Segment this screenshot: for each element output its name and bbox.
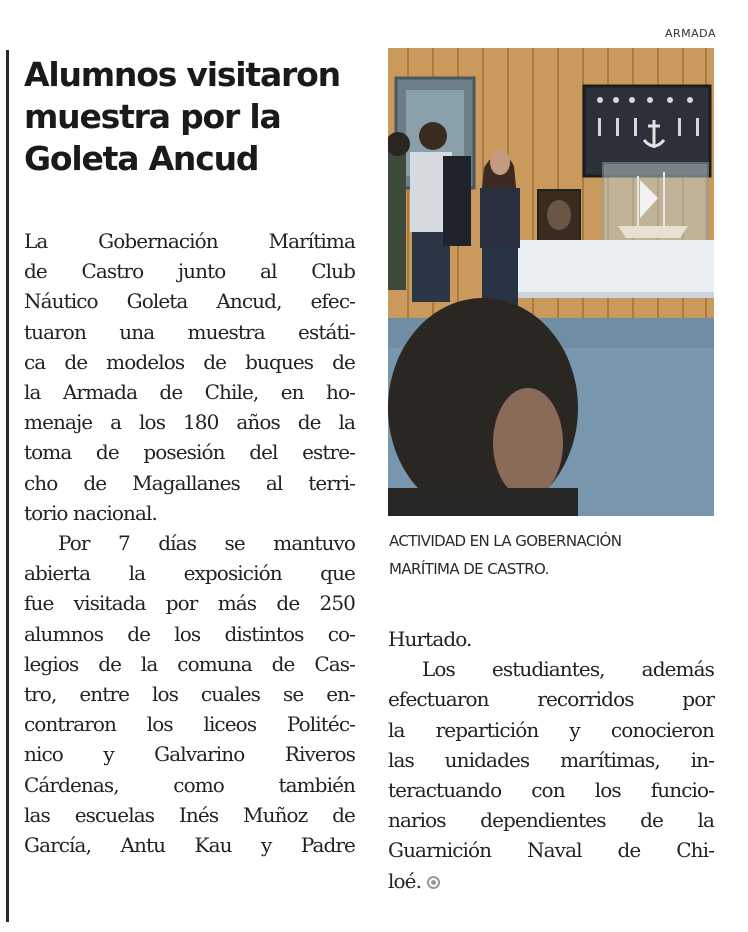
photo-illustration xyxy=(388,48,714,516)
body-line: ca de modelos de buques de xyxy=(24,349,355,374)
caption-line: MARÍTIMA DE CASTRO. xyxy=(389,560,549,578)
body-line: menaje a los 180 años de la xyxy=(24,410,355,435)
body-line: narios dependientes de la xyxy=(388,808,714,833)
body-line-text: loé. xyxy=(388,868,422,893)
body-line: efectuaron recorridos por xyxy=(388,687,714,712)
article-headline xyxy=(24,54,369,180)
body-line: toma de posesión del estre- xyxy=(24,440,355,465)
body-line: la Armada de Chile, en ho- xyxy=(24,380,355,405)
body-line: alumnos de los distintos co- xyxy=(24,621,355,646)
body-line: cho de Magallanes al terri- xyxy=(24,470,355,495)
body-line: tuaron una muestra estáti- xyxy=(24,319,355,344)
body-line: Cárdenas, como también xyxy=(24,772,355,797)
body-line: las unidades marítimas, in- xyxy=(388,747,714,772)
body-line: contraron los liceos Politéc- xyxy=(24,712,355,737)
body-line: Por 7 días se mantuvo xyxy=(58,531,355,556)
body-line: legios de la comuna de Cas- xyxy=(24,651,355,676)
body-line: nico y Galvarino Riveros xyxy=(24,742,355,767)
body-line: García, Antu Kau y Padre xyxy=(24,833,355,858)
photo-credit: ARMADA xyxy=(665,27,716,40)
end-of-article-icon xyxy=(427,876,440,889)
body-line-final xyxy=(388,866,714,896)
body-line: teractuando con los funcio- xyxy=(388,778,714,803)
body-line: las escuelas Inés Muñoz de xyxy=(24,802,355,827)
body-line: de Castro junto al Club xyxy=(24,259,355,284)
article-body-right-column xyxy=(388,624,714,896)
article-photo xyxy=(388,48,714,516)
body-line: abierta la exposición que xyxy=(24,561,355,586)
body-line: Náutico Goleta Ancud, efec- xyxy=(24,289,355,314)
body-line: la repartición y conocieron xyxy=(388,717,714,742)
caption-line: ACTIVIDAD EN LA GOBERNACIÓN xyxy=(389,532,622,550)
body-line: Guarnición Naval de Chi- xyxy=(388,838,714,863)
left-border-rule xyxy=(6,50,9,922)
headline-line: Goleta Ancud xyxy=(24,139,259,178)
body-line: fue visitada por más de 250 xyxy=(24,591,355,616)
body-line: La Gobernación Marítima xyxy=(24,229,355,253)
body-line: Los estudiantes, además xyxy=(422,657,714,682)
body-line: torio nacional. xyxy=(24,500,157,525)
body-line: Hurtado. xyxy=(388,627,472,651)
headline-line: muestra por la xyxy=(24,97,281,136)
headline-line: Alumnos visitaron xyxy=(24,55,340,94)
article-body-left-column xyxy=(24,226,355,860)
photo-caption xyxy=(389,527,719,583)
body-line: tro, entre los cuales se en- xyxy=(24,682,355,707)
